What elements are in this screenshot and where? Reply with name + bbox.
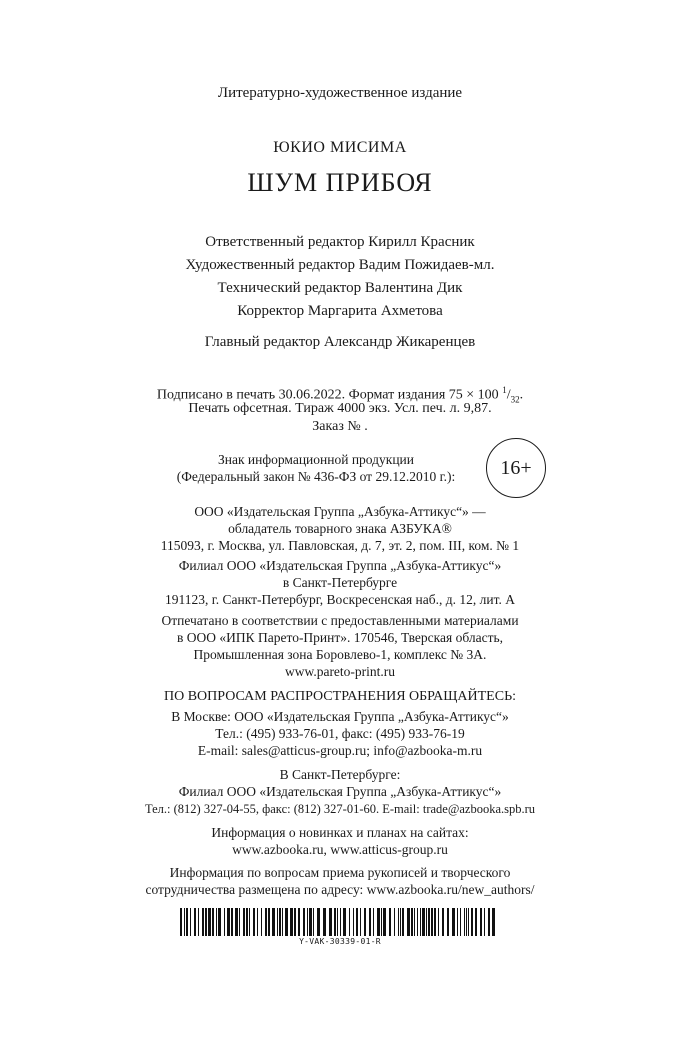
branch-line: Филиал ООО «Издательская Группа „Азбука-Аттикус“» [178,558,502,573]
branch-address: 191123, г. Санкт-Петербург, Воскресенская наб., д. 12, лит. А [165,592,515,607]
print-info-line-1: Подписано в печать 30.06.2022. Формат издания 75 × 100 $^1/_{32}$. [156,385,524,405]
printer-line: в ООО «ИПК Парето-Принт». 170546, Тверская область, [176,630,504,645]
manuscripts-info: Информация по вопросам приема рукописей и творческого [169,865,511,880]
publisher-address: 115093, г. Москва, ул. Павловская, д. 7, эт. 2, пом. III, ком. № 1 [160,538,520,553]
distribution-moscow: В Москве: ООО «Издательская Группа „Азбука-Аттикус“» [171,709,509,724]
publisher-line: обладатель товарного знака АЗБУКА® [228,521,452,536]
credit-line: Ответственный редактор Кирилл Красник [205,234,475,250]
distribution-moscow-email: E-mail: sales@atticus-group.ru; info@azbooka-m.ru [197,743,483,758]
manuscripts-address: сотрудничества размещена по адресу: www.azbooka.ru/new_authors/ [145,882,535,897]
book-title: ШУМ ПРИБОЯ [247,168,433,197]
age-rating-badge: 16+ [486,438,546,498]
printer-website: www.pareto-print.ru [284,664,396,679]
book-author: ЮКИО МИСИМА [273,139,407,156]
credit-line: Художественный редактор Вадим Пожидаев-мл. [185,257,495,273]
sites-list: www.azbooka.ru, www.atticus-group.ru [232,842,448,857]
printer-line: Промышленная зона Боровлево-1, комплекс № 3А. [193,647,487,662]
sites-info: Информация о новинках и планах на сайтах: [211,825,469,840]
credit-line: Корректор Маргарита Ахметова [237,303,443,319]
publisher-line: ООО «Издательская Группа „Азбука-Аттикус“» — [194,504,486,519]
distribution-spb: В Санкт-Петербурге: [279,767,401,782]
barcode-code: Y-VAK-30339-01-R [299,937,381,946]
chief-editor: Главный редактор Александр Жикаренцев [204,334,476,350]
edition-type: Литературно-художественное издание [217,85,463,101]
credit-line: Технический редактор Валентина Дик [217,280,463,296]
branch-line: в Санкт-Петербурге [282,575,398,590]
distribution-spb-contacts: Тел.: (812) 327-04-55, факс: (812) 327-01-60. E-mail: trade@azbooka.spb.ru [144,802,536,816]
distribution-heading: ПО ВОПРОСАМ РАСПРОСТРАНЕНИЯ ОБРАЩАЙТЕСЬ: [164,689,516,704]
distribution-moscow-phone: Тел.: (495) 933-76-01, факс: (495) 933-76-19 [215,726,465,741]
printer-line: Отпечатано в соответствии с предоставленными материалами [161,613,519,628]
age-sign-law: (Федеральный закон № 436-ФЗ от 29.12.2010 г.): [176,469,456,484]
print-info-line-3: Заказ № . [312,419,368,434]
age-sign-label: Знак информационной продукции [217,452,415,467]
print-info-line-2: Печать офсетная. Тираж 4000 экз. Усл. печ. л. 9,87. [188,401,492,416]
distribution-spb-branch: Филиал ООО «Издательская Группа „Азбука-Аттикус“» [178,784,502,799]
